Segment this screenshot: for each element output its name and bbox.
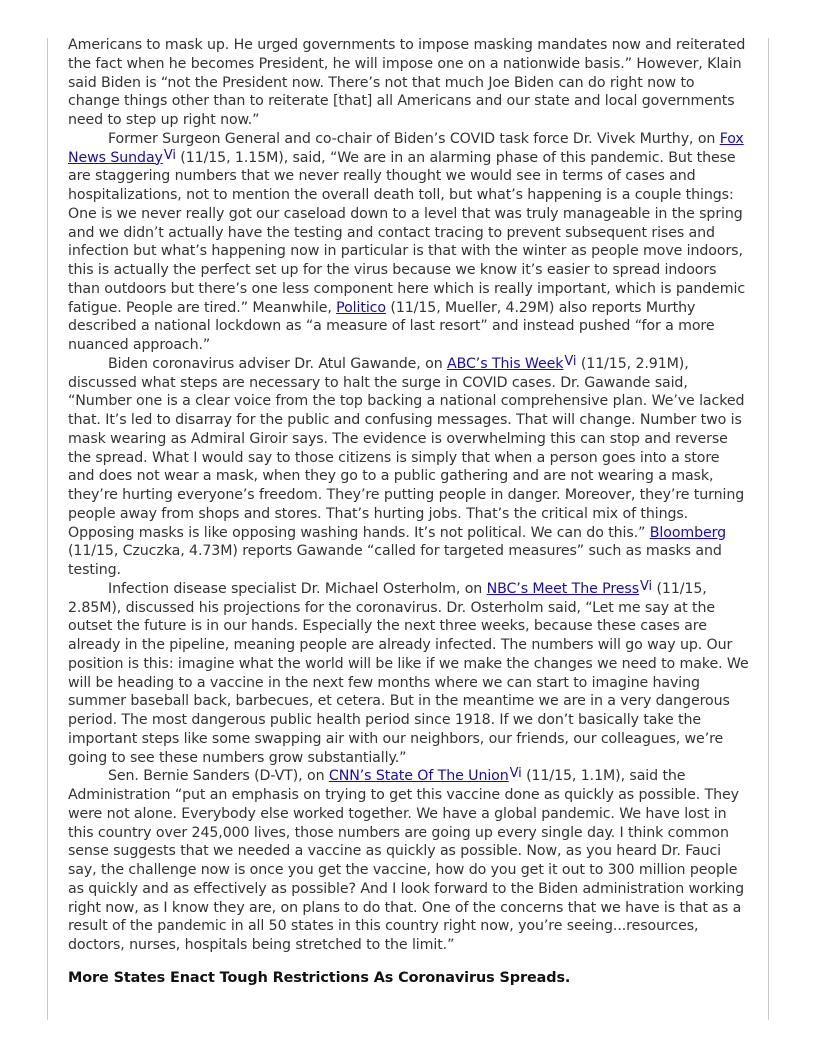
paragraph-text: Americans to mask up. He urged governments to impose masking mandates now and reiterated the fact when he becomes President, he will impose one on a nationwide basis.” However, Klain said Biden is “not the President now. There’s not that much Joe Biden can do right now to change things other than to reiterate [that] all Americans and our state and local governments need to step up right now.” [68, 37, 746, 128]
paragraph-text: (11/15, 1.15M), said, “We are in an alarming phase of this pandemic. But these are staggering numbers that we never really thought we would see in terms of cases and hospitalizations, not to mention the overall death toll, but what’s happening is a couple things: One is we never really got our caseload down to a level that was truly manageable in the spring and we didn’t actually have the testing and contact tracing to prevent subsequent rises and infection but what’s happening now in particular is that with the winter as people move indoors, this is actually the perfect set up for the virus because we know it’s easier to spread indoors than outdoors but there’s one less component here which is really important, which is pandemic fatigue. People are tired.” Meanwhile, [68, 149, 746, 316]
abc-this-week-link[interactable]: ABC’s This Week [447, 355, 564, 372]
paragraph-text: Sen. Bernie Sanders (D-VT), on [108, 768, 329, 785]
paragraph-gawande [68, 355, 749, 580]
section-heading: More States Enact Tough Restrictions As Coronavirus Spreads. [68, 969, 571, 986]
politico-link[interactable]: Politico [336, 299, 386, 316]
video-indicator[interactable]: Vi [163, 147, 176, 163]
right-margin-rule [768, 38, 769, 1020]
video-indicator[interactable]: Vi [564, 353, 577, 369]
paragraph-text: (11/15, 1.1M), said the Administration “put an emphasis on trying to get this vaccine done as quickly as possible. They were not alone. Everybody else worked together. We have a global pandemic. We have lost in this country over 245,000 lives, those numbers are going up every single day. I think common sense suggests that we needed a vaccine as quickly as possible. Now, as you heard Dr. Fauci say, the challenge now is once you get the vaccine, how do you get it out to 300 million people as quickly and as effectively as possible? And I look forward to the Biden administration working right now, as I know they are, on plans to do that. One of the concerns that we have is that as a result of the pandemic in all 50 states in this country right now, you’re seeing...resources, doctors, nurses, hospitals being stretched to the limit.” [68, 768, 745, 953]
paragraph-text: Biden coronavirus adviser Dr. Atul Gawande, on [108, 355, 447, 372]
paragraph-text: (11/15, 2.85M), discussed his projections for the coronavirus. Dr. Osterholm said, “Let me say at the outset the future is in our hands. Especially the next three weeks, because these cases are already in the pipeline, meaning people are already infected. The numbers will go way up. Our position is this: imagine what the world will be like if we make the changes we need to make. We will be heading to a vaccine in the next few months where we can start to imagine having summer baseball back, barbecues, et cetera. But in the meantime we are in a very dangerous period. The most dangerous public health period since 1918. If we don’t basically take the important steps like some swapping air with our neighbors, our friends, our colleagues, we’re going to see these numbers grow substantially.” [68, 580, 749, 766]
bloomberg-link[interactable]: Bloomberg [649, 524, 727, 541]
paragraph-murthy [68, 130, 749, 355]
paragraph-text: (11/15, Mueller, 4.29M) also reports Murthy described a national lockdown as “a measure of last resort” and instead pushed “for a more nuanced approach.” [68, 299, 715, 353]
video-indicator[interactable]: Vi [509, 766, 522, 782]
paragraph-text: Former Surgeon General and co-chair of Biden’s COVID task force Dr. Vivek Murthy, on [108, 130, 720, 147]
left-margin-rule [47, 38, 48, 1020]
nbc-meet-the-press-link[interactable]: NBC’s Meet The Press [486, 580, 640, 597]
cnn-state-of-the-union-link[interactable]: CNN’s State Of The Union [328, 768, 509, 785]
paragraph-klain [68, 36, 749, 130]
article-body [68, 36, 749, 988]
paragraph-text: (11/15, Czuczka, 4.73M) reports Gawande “called for targeted measures” such as masks and testing. [68, 543, 722, 578]
paragraph-osterholm [68, 580, 749, 768]
paragraph-text: Infection disease specialist Dr. Michael Osterholm, on [108, 580, 487, 597]
video-indicator[interactable]: Vi [640, 578, 653, 594]
paragraph-sanders [68, 767, 749, 955]
paragraph-text: (11/15, 2.91M), discussed what steps are necessary to halt the surge in COVID cases. Dr. Gawande said, “Number one is a clear voice from the top backing a national comprehensive plan. We’ve lacked that. It’s led to disarray for the public and confusing messages. That will change. Number two is mask wearing as Admiral Giroir says. The evidence is overwhelming this can stop and reverse the spread. What I would say to those citizens is simply that when a person goes into a store and does not wear a mask, when they go to a public gathering and are not wearing a mask, they’re hurting everyone’s freedom. They’re putting people in danger. Moreover, they’re turning people away from shops and stores. That’s hurting jobs. That’s the critical mix of things. Opposing masks is like opposing washing hands. It’s not political. We can do this.” [68, 355, 745, 541]
fox-news-sunday-link[interactable]: Fox News Sunday [68, 130, 744, 166]
